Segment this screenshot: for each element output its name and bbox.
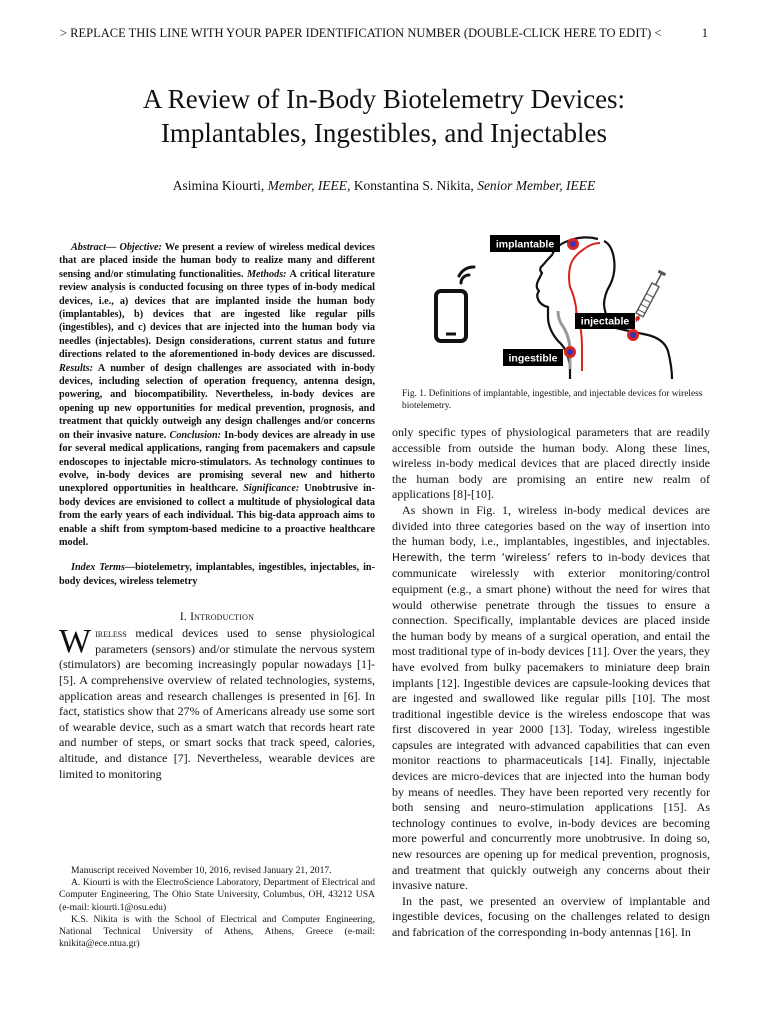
figure-1 [398, 229, 710, 379]
conclusion-text: In-body devices are already in use for several medical applications, ranging from pacemakers and capsule endoscopes to injectable micro-stimulators. As technology continues to evolve, in-body devices are promising several new and hitherto unexplored opportunities in healthcare. [59, 429, 376, 495]
objective-label: Objective: [119, 242, 162, 253]
wireless-signal-icon [459, 267, 474, 283]
paper-title [0, 82, 768, 150]
title-line-2: Implantables, Ingestibles, and Injectables [160, 118, 608, 148]
intro-paragraph [59, 623, 375, 782]
ingestible-device-dot [564, 346, 576, 358]
right-paragraph-2 [392, 503, 710, 894]
footnotes [59, 865, 375, 950]
svg-text:ingestible: ingestible [508, 352, 558, 365]
author-1: Asimina Kiourti, [172, 178, 265, 193]
methods-label: Methods: [246, 268, 287, 280]
smartphone-icon [436, 291, 466, 341]
author-1-role: Member, IEEE [267, 178, 348, 193]
syringe-icon [632, 270, 666, 324]
svg-text:implantable: implantable [495, 238, 555, 251]
section-heading-introduction [59, 611, 375, 623]
footnote-received: Manuscript received November 10, 2016, revised January 21, 2017. [71, 865, 332, 876]
injectable-device-dot [627, 329, 639, 341]
p2-sans-run: Herewith, the term ‘wireless’ refers to [392, 551, 603, 564]
drop-cap: W [59, 623, 92, 661]
p2-part-b: in-body devices that communicate wirelessly with exterior monitoring/control equipment (e.g., a smart phone) without the need for wires that would otherwise penetrate through the tissues to ensure a connection. Specifically, implantable devices are placed inside the human body by means of a surgical operation, and entail the most traditional type of in-body devices [11]. Over the years, they have evolved from bulky pacemakers to miniature deep brain implants [12]. Ingestible devices are capsule-looking devices that are ingested and swallowed like regular pills [10]. The most traditional ingestible device is the wireless endoscope that was first discovered in year 2000 [13]. Today, wireless ingestible capsules are integrated with advanced capabilities that can even monitor reactions to pharmaceuticals [14]. Finally, injectable devices are micro-devices that are injected into the human body by means of needles. They have been reported very recently for both sensing and neuro-stimulation applications [15]. As technology continues to evolve, in-body devices are becoming more powerful and concurrently more unobtrusive. In doing so, new resources are opening up for medical prevention, prognosis, and treatment that quickly outweigh any concerns about their invasive nature. [392, 549, 711, 893]
figure-1-illustration [398, 229, 710, 379]
intro-first-word: ireless [95, 626, 127, 641]
label-implantable [490, 235, 560, 252]
abstract-label: Abstract— [71, 242, 117, 253]
abstract [59, 241, 375, 549]
footnote-nikita: K.S. Nikita is with the School of Electrical and Computer Engineering, National Technical University of Athens, Athens, Greece (e-mail: knikita@ece.ntua.gr) [59, 913, 375, 950]
section-numeral: I. [179, 611, 187, 624]
label-injectable [575, 313, 635, 329]
author-2-role: Senior Member, IEEE [477, 178, 596, 193]
page-number: 1 [701, 26, 708, 40]
intro-text: medical devices used to sense physiological parameters (sensors) and/or stimulate the nervous system (stimulators) are becoming increasingly popular nowadays [1]-[5]. A comprehensive overview of related technologies, systems, application areas and research challenges is presented in [6]. In fact, statistics show that 27% of Americans already use some sort of wearable device, such as a smart watch that records heart rate and number of steps, or smart socks that track speed, calories, altitude, and distance [7]. Nevertheless, wearable devices are limited to monitoring [59, 626, 375, 781]
results-text: A number of design challenges are associated with in-body devices, including selection of operation frequency, antenna design, powering, and biocompatibility. Nevertheless, in-body devices are opening up new opportunities for medical prevention, prognosis, and treatment that quickly outweigh any design challenges and/or concerns on their invasive nature. [59, 362, 375, 441]
significance-label: Significance: [243, 483, 300, 495]
conclusion-label: Conclusion: [169, 429, 222, 441]
results-label: Results: [59, 362, 93, 374]
index-terms [59, 561, 375, 588]
significance-text: Unobtrusive in-body devices are envisioned to collect a multitude of physiological data from the early years of each individual. This big-data approach aims to enable a shift from symptom-based medicine to a proactive healthcare model. [59, 483, 375, 548]
section-title: Introduction [190, 611, 255, 624]
author-line [0, 178, 768, 194]
p2-part-a: As shown in Fig. 1, wireless in-body medical devices are divided into three categories based on the way of insertion into the human body, i.e., implantables, ingestibles, and injectables. [392, 502, 710, 549]
author-separator: , Konstantina S. Nikita, [347, 178, 474, 193]
right-column [392, 425, 710, 941]
implant-device-dot [567, 238, 579, 250]
index-terms-text: —biotelemetry, implantables, ingestibles, injectables, in-body devices, wireless telemetry [59, 562, 375, 587]
right-paragraph-3: In the past, we presented an overview of implantable and ingestible devices, focusing on the challenges related to design and fabrication of the corresponding in-body antennas [16]. In [392, 893, 710, 939]
methods-text: A critical literature review analysis is conducted focusing on three types of in-body medical devices, i.e., a) devices that are implanted inside the human body (implantables), b) devices that are ingested like regular pills (ingestibles), and c) devices that are injected into the human body via needles (injectables). Design considerations, current status and future directions related to the aforementioned in-body devices are discussed. [59, 268, 375, 361]
right-paragraph-1: only specific types of physiological parameters that are readily accessible from outside the human body. Along these lines, wireless in-body medical devices that are placed directly inside the human body are promising an entire new realm of applications [8]-[10]. [392, 425, 710, 502]
title-line-1: A Review of In-Body Biotelemetry Devices: [142, 84, 626, 114]
footnote-kiourti: A. Kiourti is with the ElectroScience Laboratory, Department of Electrical and Computer Engineering, The Ohio State University, Columbus, OH, 43212 USA (e-mail: kiourti.1@osu.edu) [59, 877, 375, 913]
objective-text: We present a review of wireless medical devices that are placed inside the human body to realize many and different sensing and/or stimulating functionalities. [59, 242, 376, 280]
running-header [60, 26, 716, 42]
index-terms-label: Index Terms [71, 562, 125, 574]
label-ingestible [503, 349, 563, 366]
figure-1-caption: Fig. 1. Definitions of implantable, ingestible, and injectable devices for wireless biotelemetry. [402, 389, 703, 412]
left-column [59, 241, 375, 782]
svg-text:injectable: injectable [580, 315, 630, 328]
running-header-text: > REPLACE THIS LINE WITH YOUR PAPER IDENTIFICATION NUMBER (DOUBLE-CLICK HERE TO EDIT) < [60, 26, 662, 40]
